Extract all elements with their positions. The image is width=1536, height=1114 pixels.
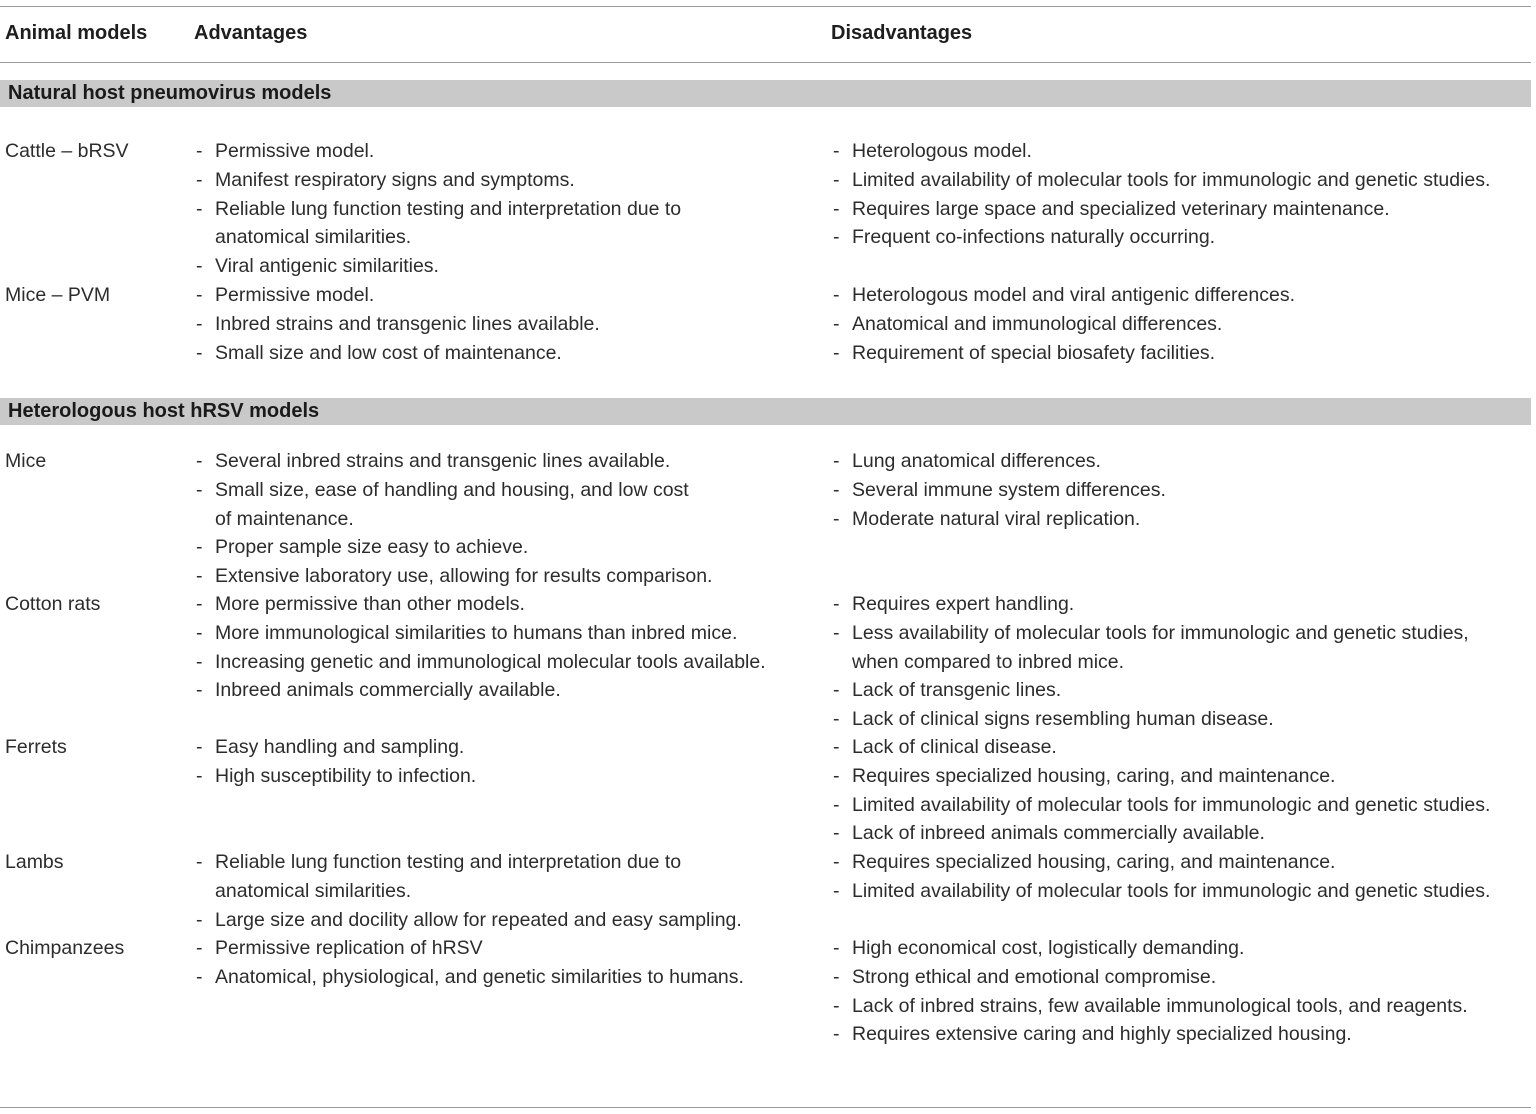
- list-item: - Lung anatomical differences.: [831, 447, 1531, 476]
- list-item: - Anatomical and immunological differences.: [831, 310, 1531, 339]
- list-item: - Lack of inbreed animals commercially available.: [831, 819, 1531, 848]
- list-item: - Heterologous model.: [831, 137, 1531, 166]
- list-item: - Limited availability of molecular tools for immunologic and genetic studies.: [831, 166, 1531, 195]
- row-advantages-cotton-rats: [194, 590, 814, 705]
- list-item: - Permissive model.: [194, 137, 814, 166]
- list-item: - Requires specialized housing, caring, and maintenance.: [831, 848, 1531, 877]
- list-item: - Proper sample size easy to achieve.: [194, 533, 814, 562]
- list-item: - Reliable lung function testing and interpretation due to anatomical similarities.: [194, 195, 814, 253]
- list-item: - Limited availability of molecular tools for immunologic and genetic studies.: [831, 791, 1531, 820]
- row-advantages-mice-pvm: [194, 281, 814, 367]
- list-item: - Inbred strains and transgenic lines available.: [194, 310, 814, 339]
- list-item: - Increasing genetic and immunological molecular tools available.: [194, 648, 814, 677]
- list-item: - Limited availability of molecular tools for immunologic and genetic studies.: [831, 877, 1531, 906]
- list-item: - Requires large space and specialized veterinary maintenance.: [831, 195, 1531, 224]
- list-item: - Reliable lung function testing and interpretation due to anatomical similarities.: [194, 848, 814, 906]
- list-item: - Frequent co-infections naturally occurring.: [831, 223, 1531, 252]
- row-advantages-mice: [194, 447, 814, 591]
- list-item: - Several inbred strains and transgenic lines available.: [194, 447, 814, 476]
- row-advantages-cattle: [194, 137, 814, 281]
- list-item: - High susceptibility to infection.: [194, 762, 814, 791]
- list-item: - Lack of clinical signs resembling human disease.: [831, 705, 1531, 734]
- row-model-mice-pvm: Mice – PVM: [5, 284, 111, 306]
- list-item: - Easy handling and sampling.: [194, 733, 814, 762]
- list-item: - Lack of transgenic lines.: [831, 676, 1531, 705]
- row-model-lambs: Lambs: [5, 851, 64, 873]
- list-item: - Requires specialized housing, caring, and maintenance.: [831, 762, 1531, 791]
- list-item: - Requirement of special biosafety facilities.: [831, 339, 1531, 368]
- row-disadvantages-ferrets: [831, 733, 1531, 848]
- header-animal-models: Animal models: [5, 22, 148, 44]
- list-item: - Small size, ease of handling and housing, and low cost of maintenance.: [194, 476, 814, 534]
- row-model-cattle: Cattle – bRSV: [5, 140, 129, 162]
- list-item: - Extensive laboratory use, allowing for results comparison.: [194, 562, 814, 591]
- list-item: - Lack of inbred strains, few available immunological tools, and reagents.: [831, 992, 1531, 1021]
- table-bottom-rule: [0, 1107, 1531, 1108]
- list-item: - Permissive model.: [194, 281, 814, 310]
- list-item: - Large size and docility allow for repeated and easy sampling.: [194, 906, 814, 935]
- table-top-rule: [0, 6, 1531, 7]
- list-item: - Manifest respiratory signs and symptoms.: [194, 166, 814, 195]
- header-disadvantages: Disadvantages: [831, 22, 973, 44]
- row-model-chimpanzees: Chimpanzees: [5, 937, 125, 959]
- list-item: - Moderate natural viral replication.: [831, 505, 1531, 534]
- list-item: - High economical cost, logistically demanding.: [831, 934, 1531, 963]
- row-disadvantages-cotton-rats: [831, 590, 1531, 734]
- row-advantages-ferrets: [194, 733, 814, 791]
- list-item: - Requires extensive caring and highly specialized housing.: [831, 1020, 1531, 1049]
- header-advantages: Advantages: [194, 22, 308, 44]
- section-header-heterologous-host: Heterologous host hRSV models: [0, 398, 1531, 425]
- list-item: - Lack of clinical disease.: [831, 733, 1531, 762]
- list-item: - Strong ethical and emotional compromise.: [831, 963, 1531, 992]
- row-disadvantages-chimpanzees: [831, 934, 1531, 1049]
- list-item: - More immunological similarities to humans than inbred mice.: [194, 619, 814, 648]
- section-header-natural-host: Natural host pneumovirus models: [0, 80, 1531, 107]
- row-model-mice: Mice: [5, 450, 47, 472]
- header-bottom-rule: [0, 62, 1531, 63]
- list-item: - Viral antigenic similarities.: [194, 252, 814, 281]
- list-item: - Less availability of molecular tools for immunologic and genetic studies, when compared to inbred mice.: [831, 619, 1531, 677]
- row-advantages-chimpanzees: [194, 934, 814, 992]
- list-item: - More permissive than other models.: [194, 590, 814, 619]
- list-item: - Heterologous model and viral antigenic differences.: [831, 281, 1531, 310]
- row-disadvantages-lambs: [831, 848, 1531, 906]
- row-model-cotton-rats: Cotton rats: [5, 593, 101, 615]
- list-item: - Anatomical, physiological, and genetic similarities to humans.: [194, 963, 814, 992]
- list-item: - Small size and low cost of maintenance.: [194, 339, 814, 368]
- row-advantages-lambs: [194, 848, 814, 934]
- list-item: - Inbreed animals commercially available.: [194, 676, 814, 705]
- list-item: - Requires expert handling.: [831, 590, 1531, 619]
- row-disadvantages-mice: [831, 447, 1531, 533]
- row-disadvantages-cattle: [831, 137, 1531, 252]
- list-item: - Several immune system differences.: [831, 476, 1531, 505]
- row-disadvantages-mice-pvm: [831, 281, 1531, 367]
- list-item: - Permissive replication of hRSV: [194, 934, 814, 963]
- row-model-ferrets: Ferrets: [5, 736, 67, 758]
